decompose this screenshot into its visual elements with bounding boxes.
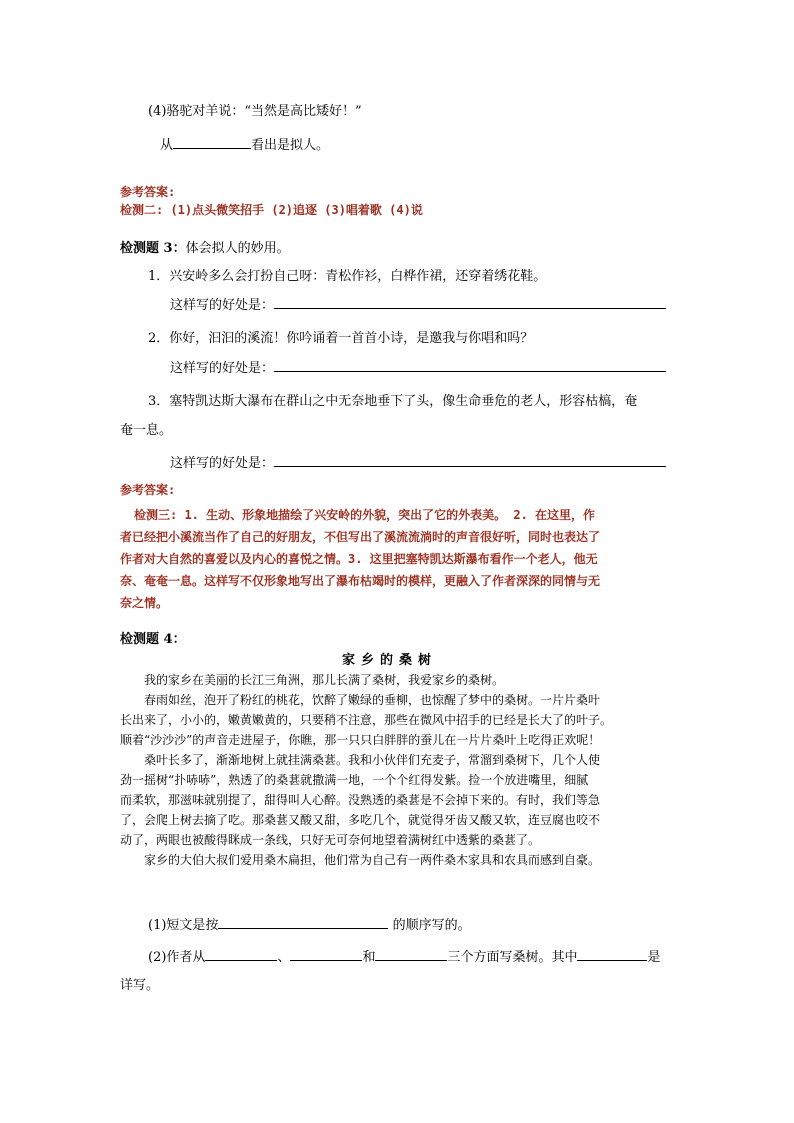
answer-line: 作者对大自然的喜爱以及内心的喜悦之情。3. 这里把塞特凯达斯瀑布看作一个老人，他无 bbox=[120, 552, 598, 566]
test4-question-1 bbox=[148, 915, 471, 935]
test3-item-3-cont: 奄一息。 bbox=[120, 423, 173, 438]
fill-suffix: 看出是拟人。 bbox=[251, 138, 330, 153]
answer-line: 奈之情。 bbox=[120, 596, 169, 610]
answer-blank[interactable] bbox=[375, 947, 447, 961]
heading-intro: 体会拟人的妙用。 bbox=[185, 241, 290, 256]
fill-suffix: 的顺序写的。 bbox=[392, 918, 471, 933]
answer-line-3 bbox=[170, 455, 666, 473]
separator: 、 bbox=[277, 950, 291, 965]
fill-middle: 三个方面写桑树。其中 bbox=[447, 950, 578, 965]
good-label: 这样写的好处是： bbox=[170, 361, 275, 376]
good-label: 这样写的好处是： bbox=[170, 456, 275, 471]
test4-question-2 bbox=[148, 947, 660, 967]
article-body bbox=[120, 670, 612, 870]
article-paragraph: 我的家乡在美丽的长江三角洲，那儿长满了桑树，我爱家乡的桑树。 bbox=[144, 673, 505, 687]
article-line: 而柔软，那滋味就别提了，甜得叫人心醉。没熟透的桑葚是不会掉下来的。有时，我们等急 bbox=[120, 793, 601, 807]
test3-heading bbox=[120, 240, 290, 258]
answer-line-2 bbox=[170, 360, 666, 378]
answer-blank[interactable] bbox=[274, 456, 666, 467]
answer-blank[interactable] bbox=[218, 915, 388, 929]
separator: 和 bbox=[362, 950, 376, 965]
answer-blank[interactable] bbox=[274, 361, 666, 372]
article-paragraph: 家乡的大伯大叔们爱用桑木扁担，他们常为自己有一两件桑木家具和农具而感到自豪。 bbox=[144, 853, 601, 867]
good-label: 这样写的好处是： bbox=[170, 298, 275, 313]
article-line: 顺着“沙沙沙”的声音走进屋子，你瞧，那一只只白胖胖的蚕儿在一片片桑叶上吃得正欢呢！ bbox=[120, 733, 601, 747]
answer-blank[interactable] bbox=[290, 947, 362, 961]
test3-item-3: 3．塞特凯达斯大瀑布在群山之中无奈地垂下了头，像生命垂危的老人，形容枯槁，奄 bbox=[148, 394, 638, 409]
answer-line-1 bbox=[170, 297, 666, 315]
article-paragraph: 桑叶长多了，渐渐地树上就挂满桑葚。我和小伙伴们充麦子，常溜到桑树下，几个人使 bbox=[144, 753, 601, 767]
article-paragraph: 春雨如丝，泡开了粉红的桃花，饮醉了嫩绿的垂柳，也惊醒了梦中的桑树。一片片桑叶 bbox=[144, 693, 601, 707]
heading-label: 检测题 3： bbox=[120, 241, 186, 256]
answer-label: 参考答案: bbox=[120, 483, 176, 497]
answer-label: 参考答案: bbox=[120, 185, 176, 199]
article-line: 劲一摇树“扑哧哧”，熟透了的桑葚就撒满一地，一个个红得发紫。捡一个放进嘴里，细腻 bbox=[120, 773, 589, 787]
fill-prefix: (1)短文是按 bbox=[148, 918, 219, 933]
answer-line: 检测三: 1. 生动、形象地描绘了兴安岭的外貌，突出了它的外表美。 2. 在这里，作 bbox=[134, 508, 596, 522]
article-title: 家乡的桑树 bbox=[342, 653, 438, 668]
answer-line: 奈、奄奄一息。这样写不仅形象地写出了瀑布枯竭时的模样，更融入了作者深深的同情与无 bbox=[120, 574, 601, 588]
fill-prefix: 从 bbox=[160, 138, 174, 153]
article-line: 了，会爬上树去摘了吃。那桑葚又酸又甜，多吃几个，就觉得牙齿又酸又软，连豆腐也咬不 bbox=[120, 813, 601, 827]
article-line: 动了，两眼也被酸得眯成一条线，只好无可奈何地望着满树红中透紫的桑葚了。 bbox=[120, 833, 541, 847]
test3-item-2: 2．你好，汩汩的溪流！你吟诵着一首首小诗，是邀我与你唱和吗？ bbox=[148, 331, 534, 346]
question-text: (4)骆驼对羊说：“当然是高比矮好！” bbox=[148, 104, 362, 119]
test4-question-2-cont: 详写。 bbox=[120, 978, 160, 993]
answer-blank[interactable] bbox=[205, 947, 277, 961]
answer-line: 者已经把小溪流当作了自己的好朋友，不但写出了溪流流淌时的声音很好听，同时也表达了 bbox=[120, 530, 601, 544]
answer-blank[interactable] bbox=[577, 947, 647, 961]
answer-blank[interactable] bbox=[274, 298, 666, 309]
answer-blank[interactable] bbox=[173, 135, 251, 149]
fill-prefix: (2)作者从 bbox=[148, 950, 206, 965]
fill-in-line bbox=[160, 135, 329, 155]
answer-text: 检测二: (1)点头微笑招手 (2)追逐 (3)唱着歌 (4)说 bbox=[120, 203, 423, 217]
question-item-4 bbox=[148, 103, 362, 121]
test4-heading: 检测题 4： bbox=[120, 632, 186, 647]
article-line: 长出来了，小小的，嫩黄嫩黄的，只要稍不注意，那些在微风中招手的已经是长大了的叶子。 bbox=[120, 713, 613, 727]
test3-item-1: 1．兴安岭多么会打扮自己呀：青松作衫，白桦作裙，还穿着绣花鞋。 bbox=[148, 269, 547, 284]
answer3-text bbox=[120, 504, 600, 614]
fill-suffix: 是 bbox=[647, 950, 661, 965]
